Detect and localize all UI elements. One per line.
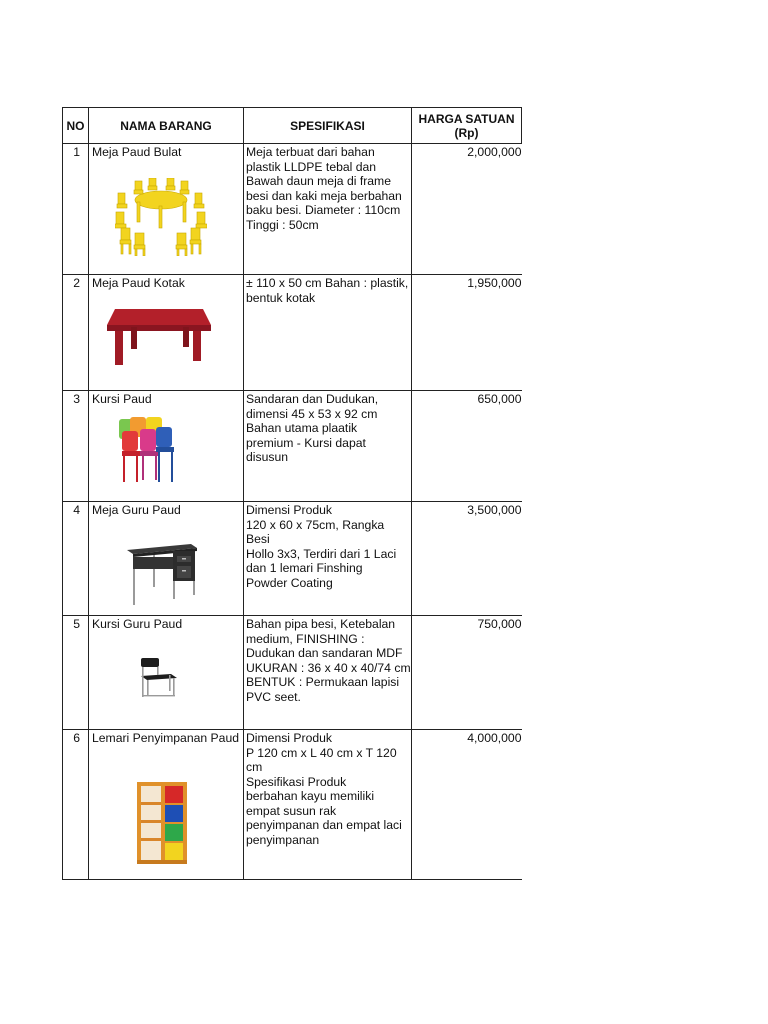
item-name: Meja Guru Paud (92, 503, 181, 517)
item-spec: Dimensi Produk P 120 cm x L 40 cm x T 120 cm Spesifikasi Produk berbahan kayu memiliki empat susun rak penyimpanan dan empat laci penyimpanan (244, 730, 412, 880)
table-row (63, 275, 522, 391)
header-no: NO (63, 108, 89, 144)
item-name-cell (89, 144, 244, 275)
item-name-cell (89, 275, 244, 391)
square-table-image (105, 305, 213, 371)
stacked-chairs-image (116, 415, 178, 491)
item-price: 2,000,000 (412, 144, 522, 275)
item-name: Meja Paud Bulat (92, 145, 182, 159)
item-spec: Sandaran dan Dudukan, dimensi 45 x 53 x 92 cm Bahan utama plaatik premium - Kursi dapat disusun (244, 391, 412, 502)
item-name: Kursi Guru Paud (92, 617, 183, 631)
row-number: 1 (63, 144, 89, 275)
item-spec: Meja terbuat dari bahan plastik LLDPE tebal dan Bawah daun meja di frame besi dan kaki meja berbahan baku besi. Diameter : 110cm Tinggi : 50cm (244, 144, 412, 275)
teacher-chair-image (137, 656, 179, 702)
row-number: 6 (63, 730, 89, 880)
item-name: Kursi Paud (92, 392, 152, 406)
row-number: 3 (63, 391, 89, 502)
item-name-cell (89, 502, 244, 616)
item-name: Meja Paud Kotak (92, 276, 185, 290)
row-number: 4 (63, 502, 89, 616)
round-table-with-chairs-image (115, 178, 207, 260)
row-number: 2 (63, 275, 89, 391)
item-name-cell (89, 616, 244, 730)
table-row (63, 502, 522, 616)
row-number: 5 (63, 616, 89, 730)
header-price: HARGA SATUAN (Rp) (412, 108, 522, 144)
table-row (63, 144, 522, 275)
item-price: 750,000 (412, 616, 522, 730)
item-spec: Dimensi Produk 120 x 60 x 75cm, Rangka Besi Hollo 3x3, Terdiri dari 1 Laci dan 1 lemari Finshing Powder Coating (244, 502, 412, 616)
price-list-table (62, 107, 522, 880)
item-price: 650,000 (412, 391, 522, 502)
header-name: NAMA BARANG (89, 108, 244, 144)
teacher-desk-image (125, 542, 199, 610)
header-spec: SPESIFIKASI (244, 108, 412, 144)
storage-cabinet-image (135, 780, 191, 870)
item-price: 3,500,000 (412, 502, 522, 616)
item-spec: ± 110 x 50 cm Bahan : plastik, bentuk kotak (244, 275, 412, 391)
item-price: 4,000,000 (412, 730, 522, 880)
item-price: 1,950,000 (412, 275, 522, 391)
item-name-cell (89, 730, 244, 880)
table-row (63, 730, 522, 880)
table-row (63, 616, 522, 730)
item-name: Lemari Penyimpanan Paud (92, 731, 240, 745)
table-row (63, 391, 522, 502)
table-header-row (63, 108, 522, 144)
item-name-cell (89, 391, 244, 502)
item-spec: Bahan pipa besi, Ketebalan medium, FINISHING : Dudukan dan sandaran MDF UKURAN : 36 x 40 x 40/74 cm BENTUK : Permukaan lapisi PVC seet. (244, 616, 412, 730)
